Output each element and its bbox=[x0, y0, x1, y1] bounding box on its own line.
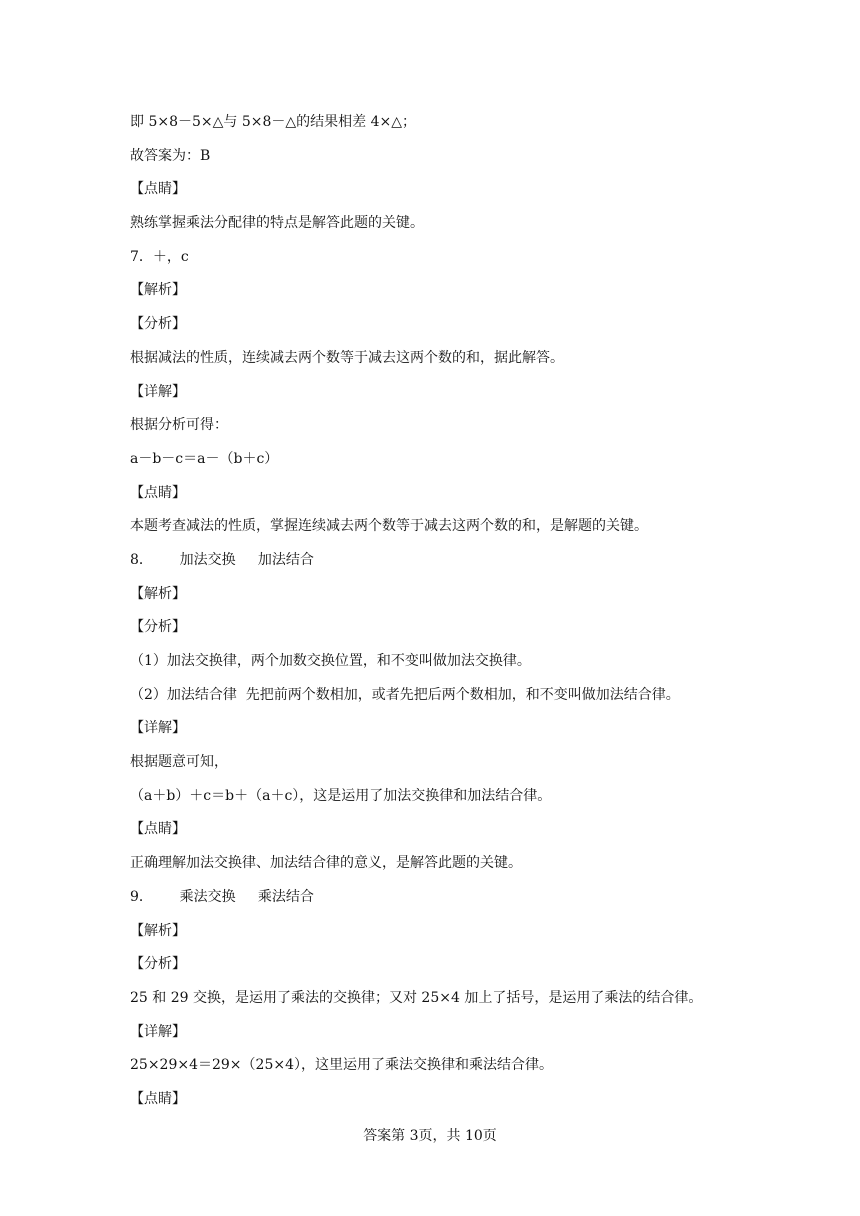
section-heading: 【点睛】 bbox=[130, 1090, 186, 1107]
section-heading: 【详解】 bbox=[130, 383, 186, 400]
text-line: 根据题意可知， bbox=[130, 754, 228, 771]
text-line: 熟练掌握乘法分配律的特点是解答此题的关键。 bbox=[130, 215, 424, 232]
section-heading: 【解析】 bbox=[130, 922, 186, 939]
text-line: 本题考查减法的性质，掌握连续减去两个数等于减去这两个数的和，是解题的关键。 bbox=[130, 518, 648, 535]
formula-line: （a＋b）＋c＝b＋（a＋c），这是运用了加法交换律和加法结合律。 bbox=[130, 787, 552, 804]
section-heading: 【分析】 bbox=[130, 316, 186, 333]
section-heading: 【详解】 bbox=[130, 720, 186, 737]
section-heading: 【点睛】 bbox=[130, 821, 186, 838]
question-answer: 8． 加法交换 加法结合 bbox=[130, 551, 314, 568]
section-heading: 【点睛】 bbox=[130, 484, 186, 501]
formula-line: a－b－c＝a－（b＋c） bbox=[130, 450, 279, 467]
text-line: 正确理解加法交换律、加法结合律的意义，是解答此题的关键。 bbox=[130, 855, 522, 872]
answer-content bbox=[130, 110, 750, 1121]
text-line: 根据分析可得： bbox=[130, 417, 228, 434]
section-heading: 【点睛】 bbox=[130, 181, 186, 198]
question-answer: 7．＋，c bbox=[130, 248, 189, 265]
text-line: 25 和 29 交换，是运用了乘法的交换律；又对 25×4 加上了括号，是运用了乘法的结合律。 bbox=[130, 989, 703, 1006]
question-answer: 9． 乘法交换 乘法结合 bbox=[130, 888, 314, 905]
text-line: （1）加法交换律，两个加数交换位置，和不变叫做加法交换律。 bbox=[130, 653, 531, 669]
text-line: 即 5×8－5×△与 5×8－△的结果相差 4×△； bbox=[130, 114, 417, 130]
section-heading: 【分析】 bbox=[130, 619, 186, 636]
page-footer: 答案第 3页，共 10页 bbox=[363, 1128, 497, 1144]
text-line: （2）加法结合律 先把前两个数相加，或者先把后两个数相加，和不变叫做加法结合律。 bbox=[130, 686, 680, 703]
formula-line: 25×29×4＝29×（25×4），这里运用了乘法交换律和乘法结合律。 bbox=[130, 1057, 553, 1074]
text-line: 故答案为：B bbox=[130, 147, 211, 164]
text-line: 根据减法的性质，连续减去两个数等于减去这两个数的和，据此解答。 bbox=[130, 349, 564, 366]
section-heading: 【分析】 bbox=[130, 956, 186, 973]
section-heading: 【解析】 bbox=[130, 585, 186, 602]
section-heading: 【详解】 bbox=[130, 1023, 186, 1040]
section-heading: 【解析】 bbox=[130, 282, 186, 299]
